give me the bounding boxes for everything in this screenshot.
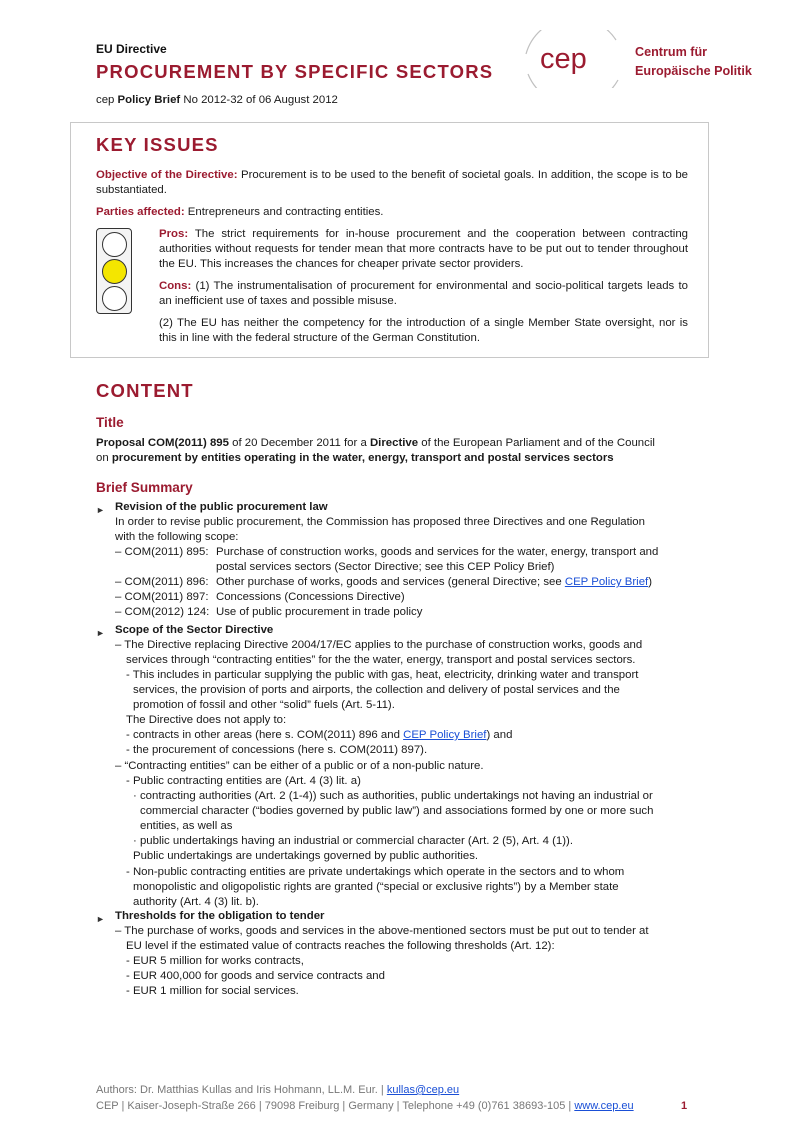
s2-p8-3: entities, as well as	[140, 820, 233, 832]
pros-paragraph: Pros: The strict requirements for in-house procurement and the cooperation between contracting authorities without requests for tender mean that more contracts have to be put out to tender throughout the EU. This increases the chances for cheaper private sector providers.	[159, 228, 688, 271]
s2-p2-2: services, the provision of ports and airports, the collection and delivery of postal services and the	[133, 684, 620, 696]
bullet-arrow-icon: ►	[96, 505, 105, 515]
com896-text: Other purchase of works, goods and services (general Directive; see CEP Policy Brief)	[216, 576, 653, 588]
bullet-arrow-icon: ►	[96, 628, 105, 638]
s3-p1-1: – The purchase of works, goods and services in the above-mentioned sectors must be put out to tender at	[115, 925, 649, 937]
page-footer	[96, 1083, 696, 1114]
cep-logo	[518, 30, 628, 88]
cons-paragraph-2: (2) The EU has neither the competency for the introduction of a single Member State oversight, nor is this in line with the federal structure of the German Constitution.	[159, 317, 688, 345]
cons-paragraph: Cons: (1) The instrumentalisation of procurement for environmental and socio-political targets leads to an inefficient use of taxes and possible misuse.	[159, 280, 688, 308]
s2-p11-3: authority (Art. 4 (3) lit. b).	[133, 896, 259, 908]
key-issues-box	[70, 122, 709, 358]
s2-p1-2: services through “contracting entities” for the the water, energy, transport and postal services sectors.	[126, 654, 636, 666]
page-number: 1	[681, 1100, 688, 1112]
footer-authors: Authors: Dr. Matthias Kullas and Iris Hohmann, LL.M. Eur. | kullas@cep.eu	[96, 1084, 460, 1096]
s2-p5: - the procurement of concessions (here s. COM(2011) 897).	[126, 744, 428, 756]
s2-p4: - contracts in other areas (here s. COM(2011) 896 and CEP Policy Brief) and	[126, 729, 513, 741]
objective-paragraph: Objective of the Directive: Procurement is to be used to the benefit of societal goals. In addition, the scope is to be substantiated.	[96, 169, 688, 197]
content-heading: CONTENT	[96, 380, 194, 401]
com124-text: Use of public procurement in trade policy	[216, 606, 423, 618]
page-title: PROCUREMENT BY SPECIFIC SECTORS	[96, 61, 494, 82]
s2-p6: – “Contracting entities” can be either of a public or of a non-public nature.	[115, 760, 484, 772]
s3-l1: - EUR 5 million for works contracts,	[126, 955, 304, 967]
parties-paragraph: Parties affected: Entrepreneurs and contracting entities.	[96, 206, 384, 218]
author-email-link[interactable]: kullas@cep.eu	[386, 1084, 460, 1096]
s2-p3: The Directive does not apply to:	[126, 714, 287, 726]
logo-wordmark: Centrum für Europäische Politik	[635, 45, 752, 78]
bullet-arrow-icon: ►	[96, 914, 105, 924]
section-thresholds-title: Thresholds for the obligation to tender	[115, 910, 325, 922]
s2-p9: · public undertakings having an industrial or commercial character (Art. 2 (5), Art. 4 (1)).	[133, 835, 573, 847]
key-issues-heading: KEY ISSUES	[96, 134, 219, 155]
s1-intro-1: In order to revise public procurement, the Commission has proposed three Directives and one Regulation	[115, 516, 645, 528]
s2-p8-2: commercial character (“bodies governed by public law”) and associations formed by one or more such	[140, 805, 654, 817]
s1-intro-2: with the following scope:	[115, 531, 239, 543]
title-heading: Title	[96, 415, 124, 430]
traffic-light-icon	[96, 228, 132, 314]
cep-policy-brief-link[interactable]: CEP Policy Brief	[403, 729, 487, 741]
s2-p10: Public undertakings are undertakings governed by public authorities.	[133, 850, 479, 862]
s3-p1-2: EU level if the estimated value of contracts reaches the following thresholds (Art. 12):	[126, 940, 555, 952]
doc-type-label: EU Directive	[96, 42, 167, 56]
light-top	[102, 232, 127, 257]
s2-p11-2: monopolistic and oligopolistic rights are granted (“special or exclusive rights”) by a Member state	[133, 881, 619, 893]
com895-text-2: postal services sectors (Sector Directive; see this CEP Policy Brief)	[216, 561, 555, 573]
proposal-line-1: Proposal COM(2011) 895 of 20 December 2011 for a Directive of the European Parliament and of the Council	[96, 437, 655, 449]
s3-l2: - EUR 400,000 for goods and service contracts and	[126, 970, 385, 982]
s2-p7: - Public contracting entities are (Art. 4 (3) lit. a)	[126, 775, 361, 787]
footer-address: CEP | Kaiser-Joseph-Straße 266 | 79098 Freiburg | Germany | Telephone +49 (0)761 38693-105 | www.cep.eu	[96, 1099, 634, 1112]
cep-policy-brief-link[interactable]: CEP Policy Brief	[564, 576, 649, 588]
com895-code: – COM(2011) 895:	[115, 546, 209, 558]
s2-p2-3: promotion of fossil and other “solid” fuels (Art. 5-11).	[133, 699, 395, 711]
s3-l3: - EUR 1 million for social services.	[126, 985, 299, 997]
logo-mark: cep	[540, 43, 587, 75]
light-middle-yellow	[102, 259, 127, 284]
s2-p8-1: · contracting authorities (Art. 2 (1-4)) such as authorities, public undertakings not having an industrial or	[133, 790, 653, 802]
s2-p1-1: – The Directive replacing Directive 2004/17/EC applies to the purchase of construction works, goods and	[115, 639, 643, 651]
section-revision-title: Revision of the public procurement law	[115, 501, 328, 513]
com896-code: – COM(2011) 896:	[115, 576, 209, 588]
website-link[interactable]: www.cep.eu	[574, 1099, 634, 1112]
light-bottom	[102, 286, 127, 311]
s2-p2-1: - This includes in particular supplying the public with gas, heat, electricity, drinking water and transport	[126, 669, 639, 681]
com897-code: – COM(2011) 897:	[115, 591, 209, 603]
brief-reference: cep Policy Brief No 2012-32 of 06 August 2012	[96, 94, 338, 106]
com897-text: Concessions (Concessions Directive)	[216, 591, 405, 603]
summary-heading: Brief Summary	[96, 480, 193, 495]
com895-text-1: Purchase of construction works, goods and services for the water, energy, transport and	[216, 546, 659, 558]
section-scope-title: Scope of the Sector Directive	[115, 624, 274, 636]
com124-code: – COM(2012) 124:	[115, 606, 210, 618]
proposal-line-2: on procurement by entities operating in the water, energy, transport and postal services sectors	[96, 452, 614, 464]
s2-p11-1: - Non-public contracting entities are private undertakings which operate in the sectors and to whom	[126, 866, 625, 878]
